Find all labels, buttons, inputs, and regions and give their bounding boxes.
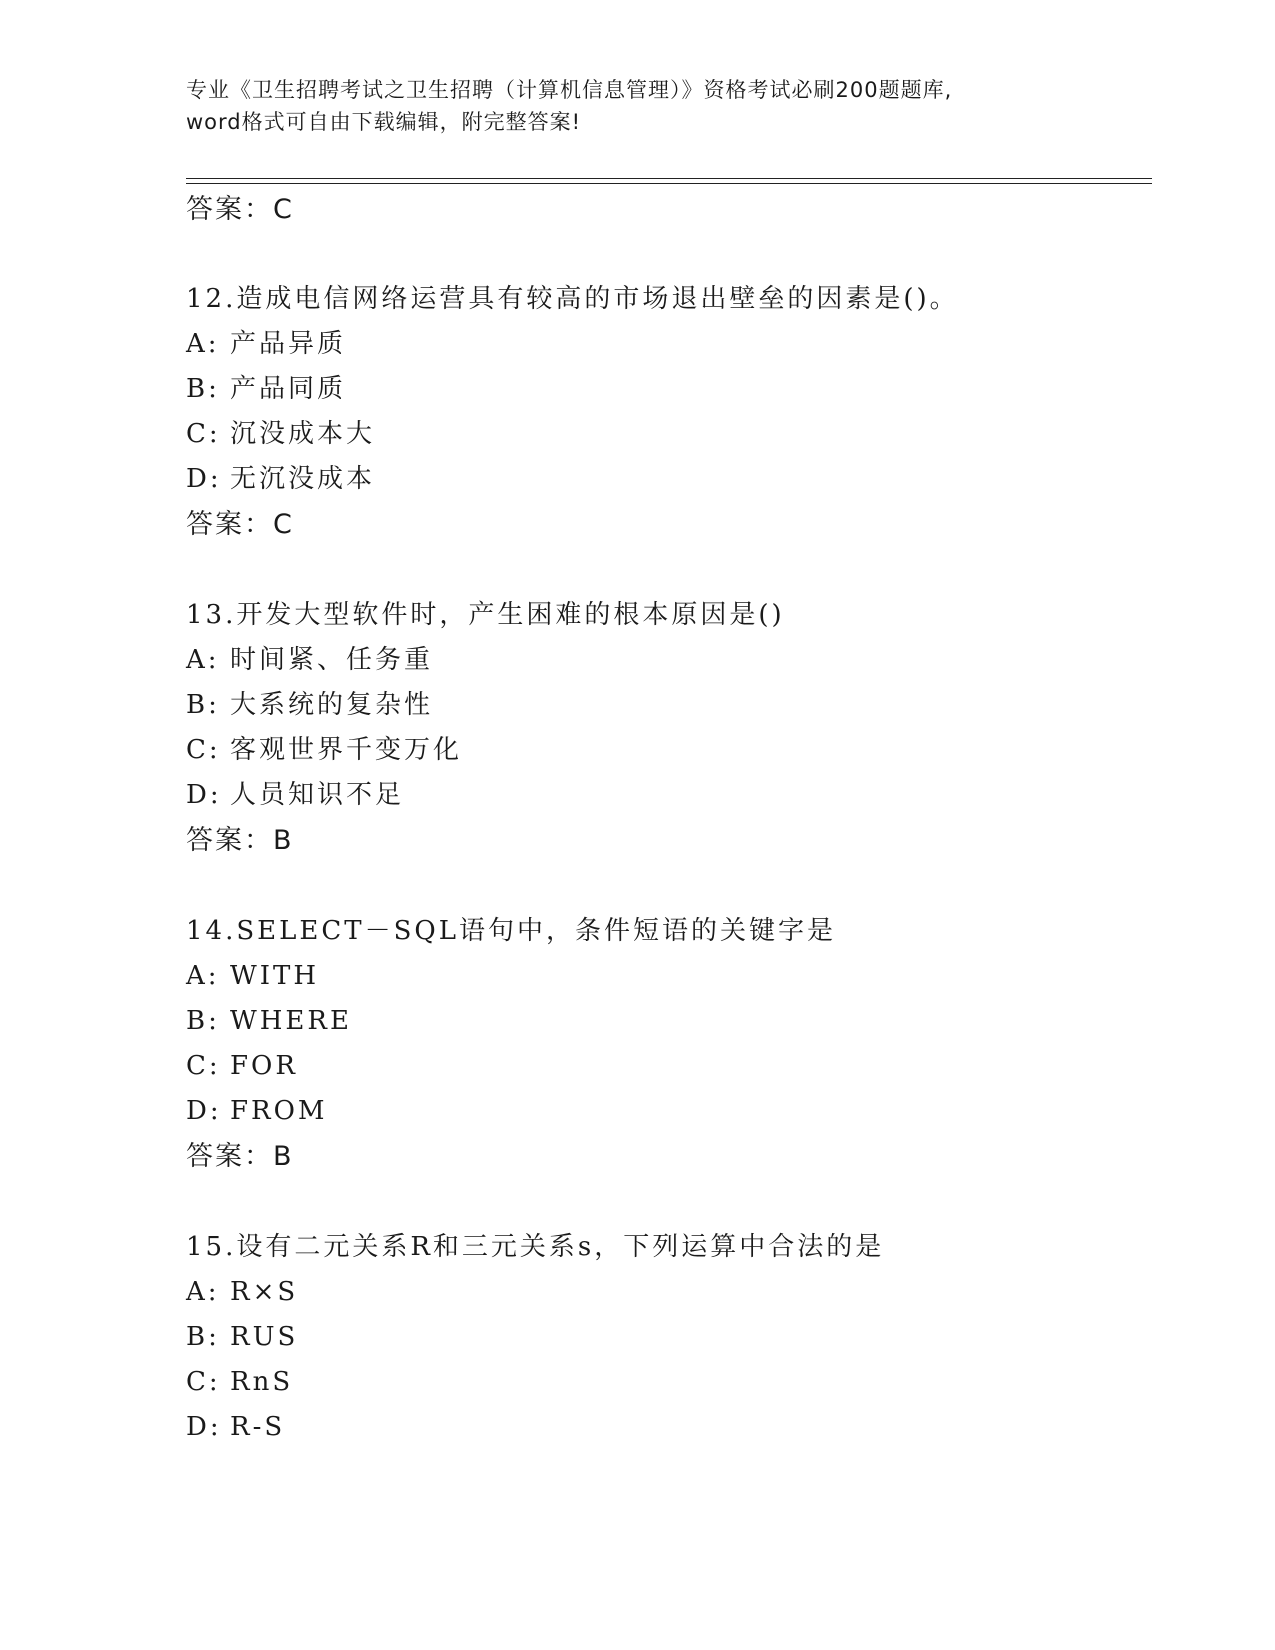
option-text: FOR: [230, 1051, 298, 1081]
option-label: D:: [186, 780, 222, 810]
header-divider-top: [186, 178, 1152, 179]
option-a: [186, 327, 346, 361]
option-label: C:: [186, 735, 221, 765]
option-text: FROM: [230, 1096, 328, 1126]
option-text: 人员知识不足: [230, 780, 405, 810]
option-label: A:: [186, 1277, 220, 1307]
option-label: B:: [186, 374, 220, 404]
option-text: 无沉没成本: [230, 464, 376, 494]
option-b: [186, 1004, 352, 1038]
option-label: C:: [186, 1367, 221, 1397]
answer-value: C: [273, 194, 294, 225]
answer-line: [186, 1140, 294, 1174]
option-text: 大系统的复杂性: [230, 690, 434, 720]
option-text: WITH: [230, 961, 320, 991]
header-line-2: word格式可自由下载编辑，附完整答案!: [186, 110, 582, 134]
option-d: [186, 1094, 328, 1128]
option-label: C:: [186, 419, 221, 449]
option-text: 产品异质: [230, 329, 347, 359]
option-c: [186, 417, 375, 451]
question-stem: 15.设有二元关系R和三元关系s，下列运算中合法的是: [186, 1232, 885, 1262]
document-header: [186, 74, 1086, 138]
option-text: 时间紧、任务重: [230, 645, 434, 675]
option-a: [186, 643, 433, 677]
question-stem: 12.造成电信网络运营具有较高的市场退出壁垒的因素是()。: [186, 284, 959, 314]
option-text: R×S: [230, 1277, 299, 1307]
option-text: 沉没成本大: [230, 419, 376, 449]
option-d: [186, 778, 404, 812]
answer-label: 答案：: [186, 194, 273, 225]
option-b: [186, 372, 346, 406]
option-label: D:: [186, 464, 222, 494]
answer-value: B: [273, 1141, 294, 1172]
option-label: A:: [186, 329, 220, 359]
answer-label: 答案：: [186, 1141, 273, 1172]
option-b: [186, 1320, 298, 1354]
option-label: A:: [186, 961, 220, 991]
header-divider-bottom: [186, 183, 1152, 184]
option-label: A:: [186, 645, 220, 675]
option-b: [186, 688, 433, 722]
question-stem: 14.SELECT－SQL语句中，条件短语的关键字是: [186, 916, 837, 946]
option-label: B:: [186, 690, 220, 720]
answer-value: C: [273, 509, 294, 540]
header-line-1: 专业《卫生招聘考试之卫生招聘（计算机信息管理）》资格考试必刷200题题库,: [186, 78, 953, 102]
option-c: [186, 1049, 298, 1083]
option-text: 客观世界千变万化: [230, 735, 463, 765]
answer-label: 答案：: [186, 825, 273, 856]
answer-label: 答案：: [186, 509, 273, 540]
option-label: B:: [186, 1322, 220, 1352]
option-text: WHERE: [230, 1006, 352, 1036]
option-label: D:: [186, 1412, 222, 1442]
previous-answer: [186, 193, 294, 227]
option-label: C:: [186, 1051, 221, 1081]
option-text: RnS: [230, 1367, 294, 1397]
option-label: B:: [186, 1006, 220, 1036]
question-stem: 13.开发大型软件时，产生困难的根本原因是(): [186, 600, 785, 630]
option-a: [186, 1275, 298, 1309]
option-text: 产品同质: [230, 374, 347, 404]
option-d: [186, 1410, 285, 1444]
answer-line: [186, 824, 294, 858]
option-a: [186, 959, 319, 993]
answer-value: B: [273, 825, 294, 856]
option-label: D:: [186, 1096, 222, 1126]
option-text: RUS: [230, 1322, 299, 1352]
option-text: R-S: [230, 1412, 286, 1442]
option-c: [186, 733, 462, 767]
option-d: [186, 462, 375, 496]
answer-line: [186, 508, 294, 542]
option-c: [186, 1365, 293, 1399]
